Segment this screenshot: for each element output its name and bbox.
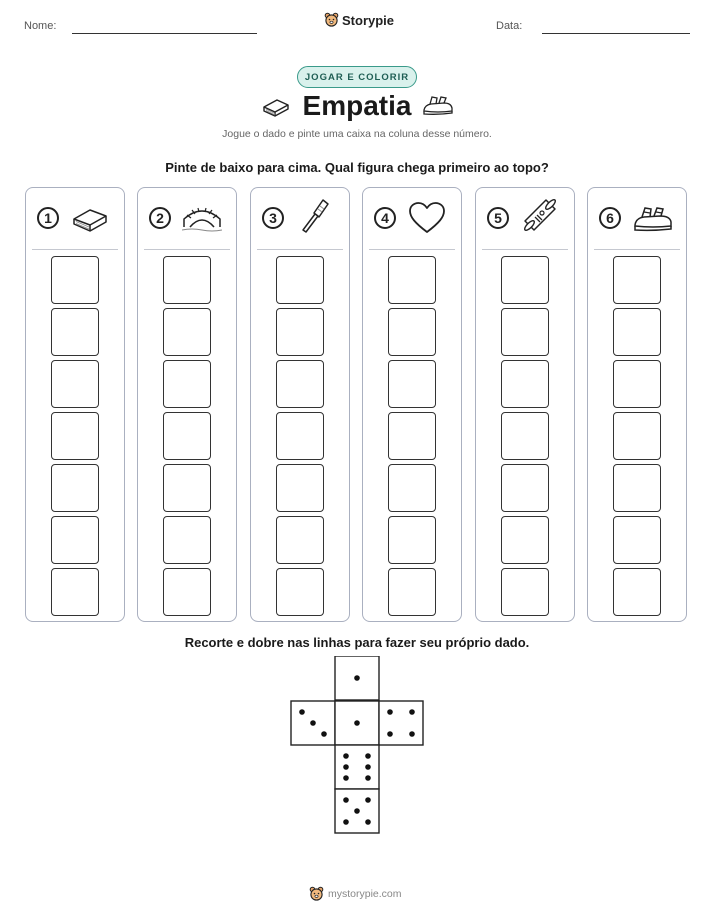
color-box[interactable] xyxy=(276,308,324,356)
die-pip xyxy=(299,709,305,715)
column-3 xyxy=(250,187,350,622)
page-title: Empatia xyxy=(302,90,412,121)
color-box[interactable] xyxy=(501,412,549,460)
color-box[interactable] xyxy=(501,360,549,408)
color-box[interactable] xyxy=(51,568,99,616)
footer xyxy=(309,886,402,902)
color-box[interactable] xyxy=(613,412,661,460)
color-box[interactable] xyxy=(613,256,661,304)
footer-url: mystorypie.com xyxy=(328,888,402,900)
column-number: 1 xyxy=(37,207,59,229)
column-4 xyxy=(362,187,462,622)
column-6 xyxy=(587,187,687,622)
die-pip xyxy=(343,797,349,803)
color-box[interactable] xyxy=(388,464,436,512)
color-box[interactable] xyxy=(613,308,661,356)
bridge-icon xyxy=(182,201,222,235)
die-pip xyxy=(354,720,360,726)
color-box[interactable] xyxy=(388,308,436,356)
color-box[interactable] xyxy=(163,256,211,304)
brand-logo xyxy=(324,12,394,28)
date-label: Data: xyxy=(496,20,523,32)
die-pip xyxy=(354,675,360,681)
color-box[interactable] xyxy=(276,360,324,408)
column-number: 2 xyxy=(149,207,171,229)
die-pip xyxy=(387,709,393,715)
die-pip xyxy=(387,731,393,737)
book-icon xyxy=(70,201,110,235)
sandal-icon xyxy=(632,201,674,235)
column-number: 4 xyxy=(374,207,396,229)
die-face-right xyxy=(379,701,423,745)
color-box[interactable] xyxy=(613,360,661,408)
color-box[interactable] xyxy=(501,308,549,356)
column-number: 6 xyxy=(599,207,621,229)
die-pip xyxy=(321,731,327,737)
column-divider xyxy=(369,249,455,250)
color-box[interactable] xyxy=(501,568,549,616)
column-5 xyxy=(475,187,575,622)
color-box[interactable] xyxy=(276,412,324,460)
color-box[interactable] xyxy=(276,256,324,304)
color-box[interactable] xyxy=(51,412,99,460)
color-box[interactable] xyxy=(163,464,211,512)
die-pip xyxy=(409,731,415,737)
die-pip xyxy=(365,819,371,825)
column-2 xyxy=(137,187,237,622)
die-pip xyxy=(409,709,415,715)
color-box[interactable] xyxy=(163,568,211,616)
color-box[interactable] xyxy=(613,568,661,616)
activity-badge: JOGAR E COLORIR xyxy=(297,66,417,88)
instruction: Pinte de baixo para cima. Qual figura chega primeiro ao topo? xyxy=(165,160,549,175)
column-1 xyxy=(25,187,125,622)
color-box[interactable] xyxy=(388,412,436,460)
brand-name: Storypie xyxy=(342,12,395,28)
die-pip xyxy=(365,797,371,803)
die-face-lower xyxy=(335,745,379,789)
subtitle: Jogue o dado e pinte uma caixa na coluna desse número. xyxy=(222,128,492,140)
chisel-icon xyxy=(295,197,335,237)
color-box[interactable] xyxy=(501,256,549,304)
color-box[interactable] xyxy=(388,256,436,304)
color-box[interactable] xyxy=(388,516,436,564)
die-pip xyxy=(354,808,360,814)
bear-logo-icon xyxy=(309,886,324,902)
color-box[interactable] xyxy=(276,568,324,616)
color-box[interactable] xyxy=(163,360,211,408)
die-pip xyxy=(365,775,371,781)
name-line xyxy=(72,33,257,34)
color-box[interactable] xyxy=(51,516,99,564)
color-box[interactable] xyxy=(51,464,99,512)
die-pip xyxy=(310,720,316,726)
die-pip xyxy=(343,753,349,759)
scroll-icon xyxy=(520,197,560,237)
name-label: Nome: xyxy=(24,20,57,32)
die-pip xyxy=(343,819,349,825)
color-box[interactable] xyxy=(501,464,549,512)
column-divider xyxy=(144,249,230,250)
column-divider xyxy=(32,249,118,250)
color-box[interactable] xyxy=(51,308,99,356)
color-box[interactable] xyxy=(613,516,661,564)
die-pip xyxy=(343,764,349,770)
color-box[interactable] xyxy=(51,256,99,304)
die-pip xyxy=(365,753,371,759)
color-box[interactable] xyxy=(276,464,324,512)
bear-logo-icon xyxy=(324,12,339,28)
cut-instruction: Recorte e dobre nas linhas para fazer seu próprio dado. xyxy=(184,635,530,650)
column-divider xyxy=(257,249,343,250)
color-box[interactable] xyxy=(388,360,436,408)
color-box[interactable] xyxy=(51,360,99,408)
die-pip xyxy=(365,764,371,770)
column-divider xyxy=(482,249,568,250)
color-box[interactable] xyxy=(163,412,211,460)
die-pip xyxy=(343,775,349,781)
heart-icon xyxy=(407,201,447,235)
die-net xyxy=(289,656,425,836)
color-box[interactable] xyxy=(388,568,436,616)
color-box[interactable] xyxy=(163,516,211,564)
color-box[interactable] xyxy=(163,308,211,356)
column-number: 3 xyxy=(262,207,284,229)
color-box[interactable] xyxy=(276,516,324,564)
sandal-title-icon xyxy=(422,94,454,116)
color-box[interactable] xyxy=(613,464,661,512)
column-number: 5 xyxy=(487,207,509,229)
column-divider xyxy=(594,249,680,250)
color-box[interactable] xyxy=(501,516,549,564)
date-line xyxy=(542,33,690,34)
